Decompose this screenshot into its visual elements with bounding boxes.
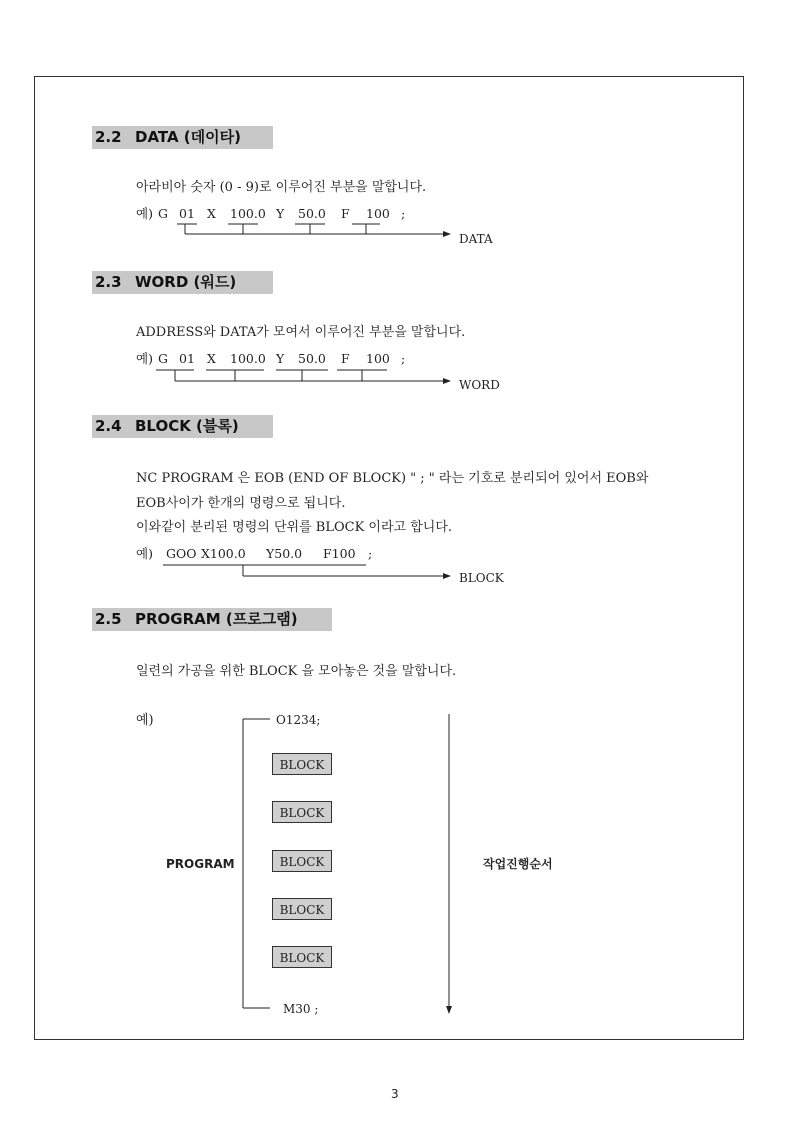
program-description: 일련의 가공을 위한 BLOCK 을 모아놓은 것을 말합니다. <box>136 664 457 679</box>
section-heading-block: 2.4 BLOCK (블록) <box>92 415 273 438</box>
block-arrow-label: BLOCK <box>459 571 504 585</box>
word-example: 예) G 01 X 100.0 Y 50.0 F 100 ; <box>136 351 406 366</box>
data-arrow-label: DATA <box>459 232 493 246</box>
data-description: 아라비아 숫자 (0 - 9)로 이루어진 부분을 말합니다. <box>136 180 427 195</box>
word-description: ADDRESS와 DATA가 모여서 이루어진 부분을 말합니다. <box>136 325 466 340</box>
section-heading-data: 2.2 DATA (데이타) <box>92 126 273 149</box>
page-number: 3 <box>391 1087 399 1101</box>
program-example-prefix: 예) <box>136 713 154 728</box>
section-heading-program: 2.5 PROGRAM (프로그램) <box>92 608 332 631</box>
block-description-line-1: NC PROGRAM 은 EOB (END OF BLOCK) " ; " 라는 기호로 분리되어 있어서 EOB와 <box>136 471 649 486</box>
word-arrow-label: WORD <box>459 378 500 392</box>
block-description-line-3: 이와같이 분리된 명령의 단위를 BLOCK 이라고 합니다. <box>136 520 453 535</box>
program-block-2: BLOCK <box>272 801 332 823</box>
program-first-line: O1234; <box>276 713 321 727</box>
program-block-5: BLOCK <box>272 946 332 968</box>
program-block-4: BLOCK <box>272 898 332 920</box>
flow-direction-label: 작업진행순서 <box>483 857 553 871</box>
section-heading-word: 2.3 WORD (워드) <box>92 271 273 294</box>
data-example: 예) G 01 X 100.0 Y 50.0 F 100 ; <box>136 206 406 221</box>
program-block-1: BLOCK <box>272 753 332 775</box>
block-example: 예) GOO X100.0 Y50.0 F100 ; <box>136 546 373 561</box>
program-block-3: BLOCK <box>272 850 332 872</box>
program-side-label: PROGRAM <box>166 857 235 871</box>
program-last-line: M30 ; <box>283 1002 319 1016</box>
block-description-line-2: EOB사이가 한개의 명령으로 됩니다. <box>136 496 346 511</box>
